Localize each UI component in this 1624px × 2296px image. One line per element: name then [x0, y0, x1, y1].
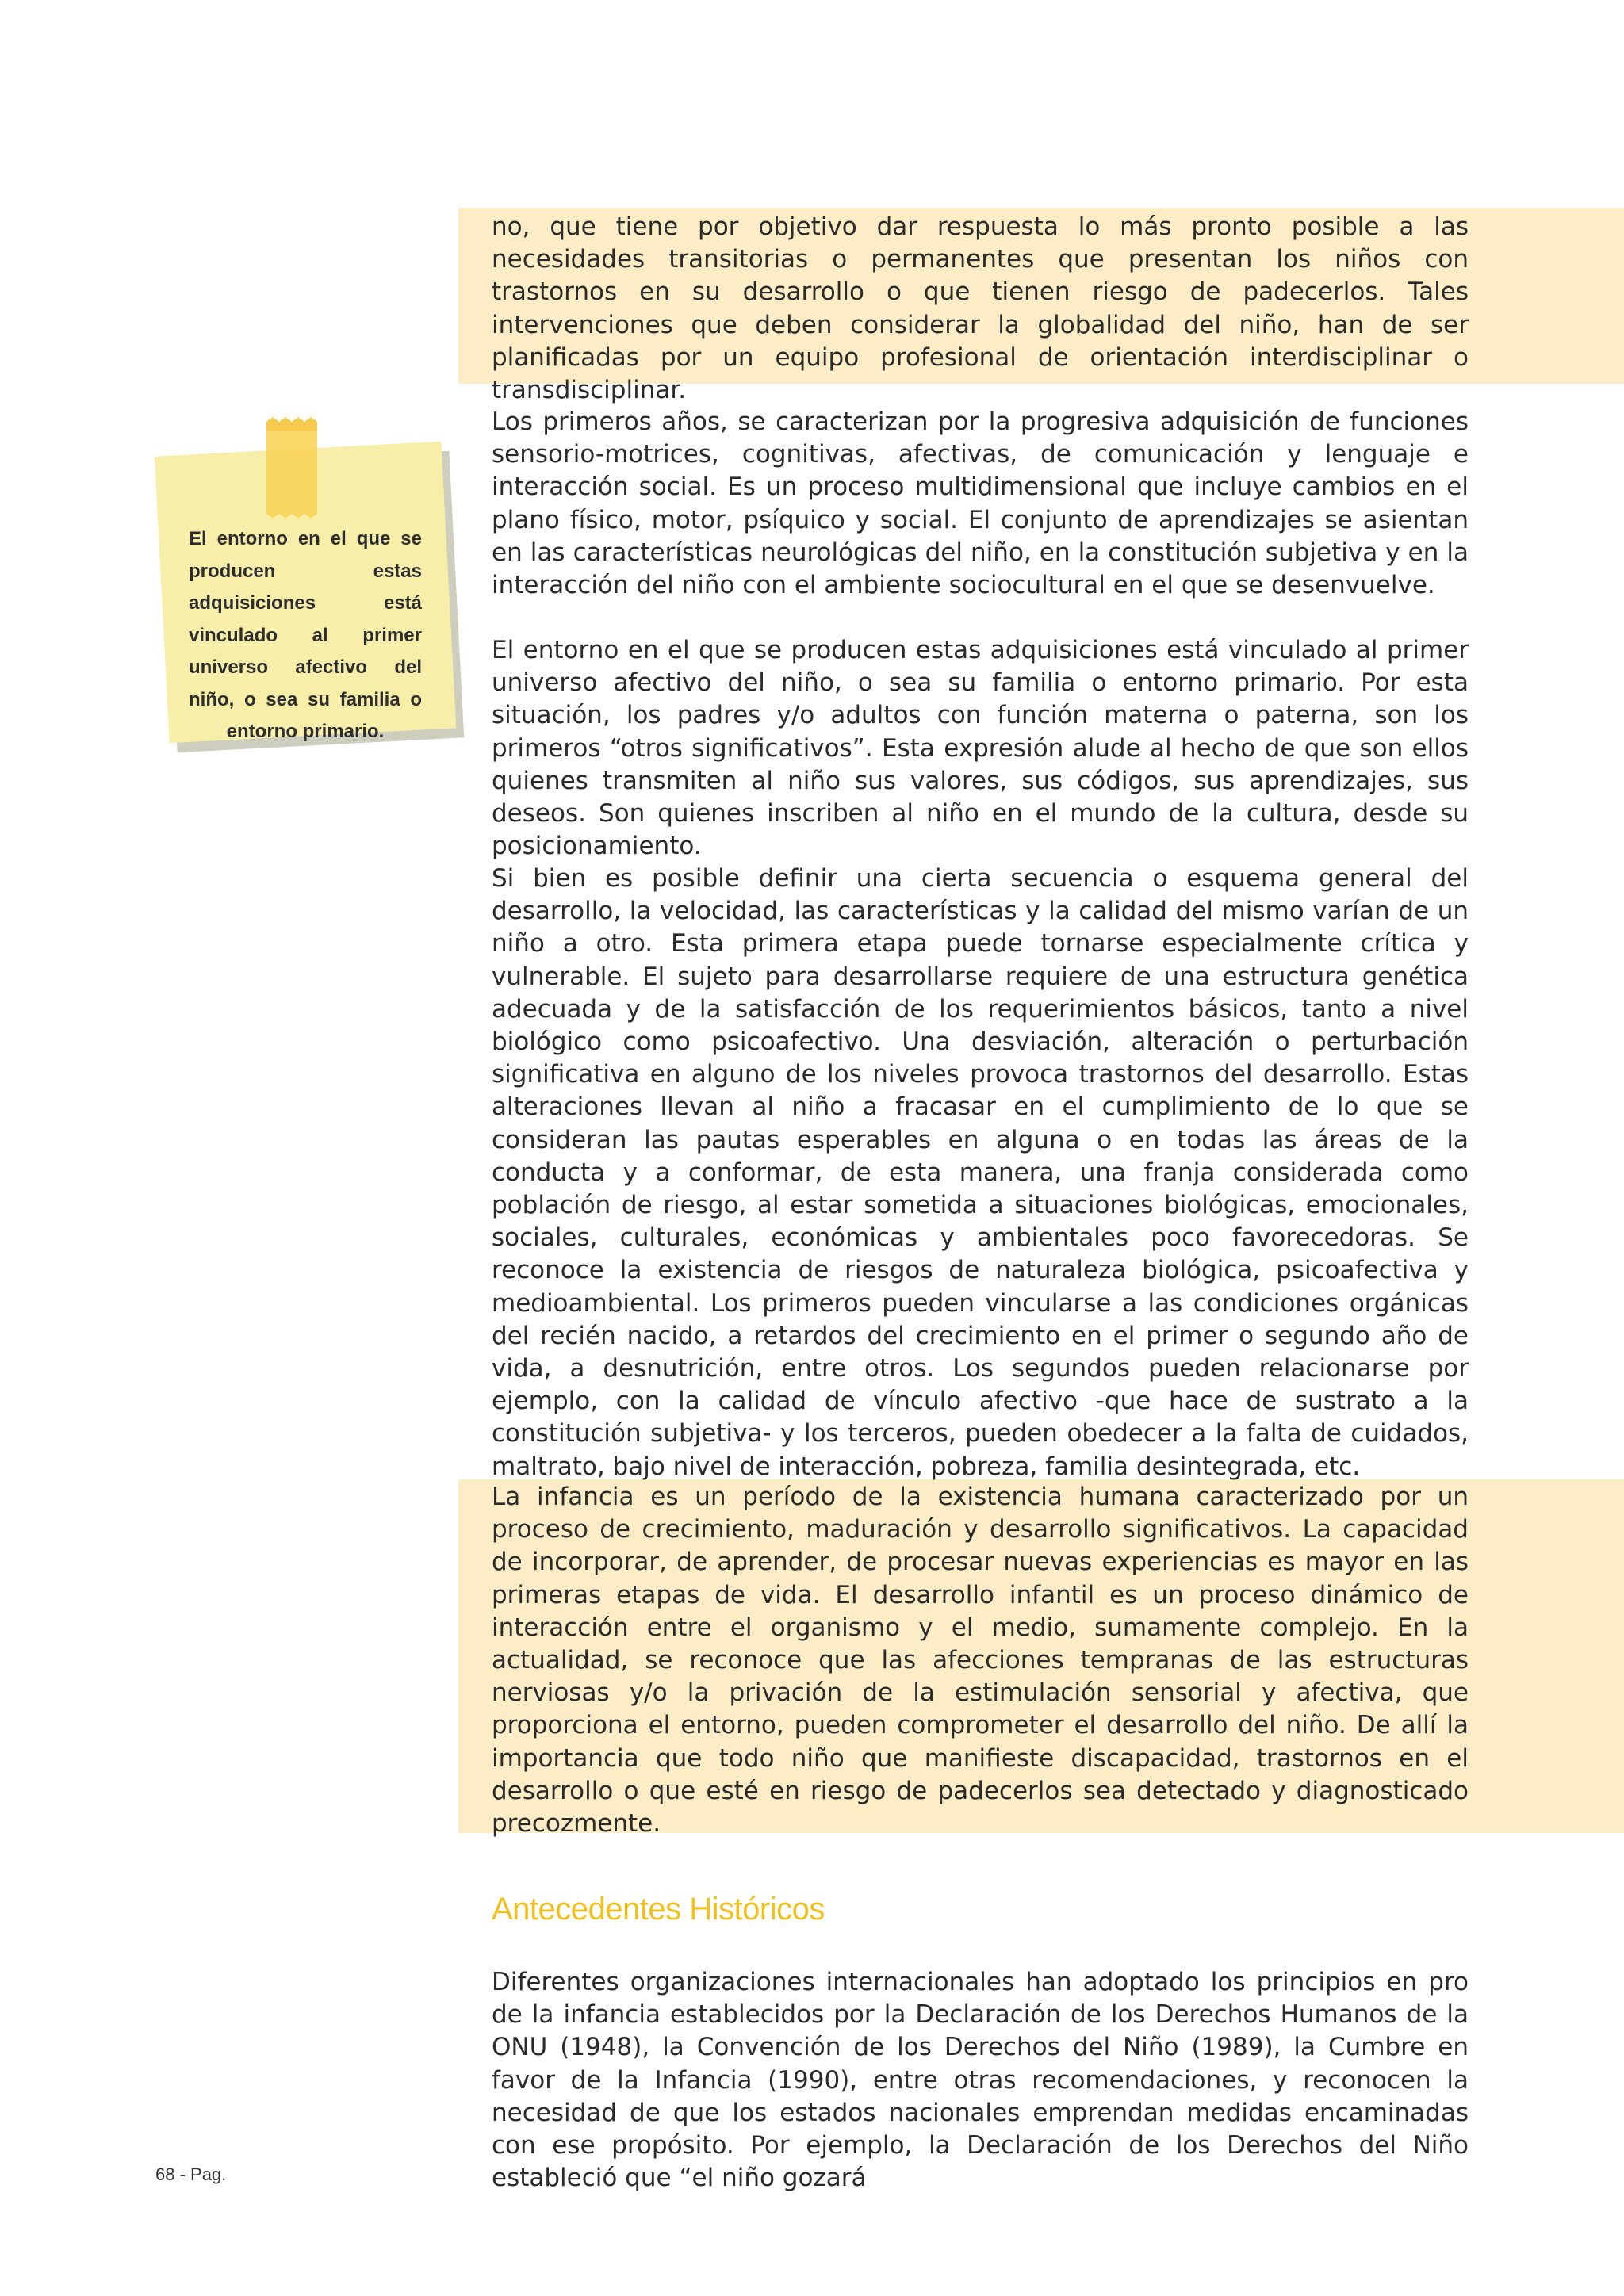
tape-icon — [263, 415, 320, 520]
paragraph-infancia: La infancia es un período de la existencia humana caracterizado por un proceso de crecimiento, maduración y desarrollo significativos. La capacidad de incorporar, de aprender, de procesar nuevas experiencias es mayor en las primeras etapas de vida. El desarrollo infantil es un proceso dinámico de interacción entre el organismo y el medio, sumamente complejo. En la actualidad, se reconoce que las afecciones tempranas de las estructuras nerviosas y/o la privación de la estimulación sensorial y afectiva, que proporciona el entorno, pueden comprometer el desarrollo del niño. De allí la importancia que todo niño que manifieste discapacidad, trastornos en el desarrollo o que esté en riesgo de padecerlos sea detectado y diagnosticado precozmente. — [492, 1483, 1469, 1839]
page-number: 68 - Pag. — [155, 2164, 227, 2184]
sticky-note-text: El entorno en el que se producen estas adquisiciones está vinculado al primer universo afectivo del niño, o sea su familia o entorno primario. — [189, 528, 422, 742]
paragraph-antecedentes: Diferentes organizaciones internacionales han adoptado los principios en pro de la infancia establecidos por la Declaración de los Derechos Humanos de la ONU (1948), la Convención de los Derechos del Niño (1989), la Cumbre en favor de la Infancia (1990), entre otras recomendaciones, y reconocen la necesidad de que los estados nacionales emprendan medidas encaminadas con ese propósito. Por ejemplo, la Declaración de los Derechos del Niño estableció que “el niño gozará — [492, 1968, 1469, 2193]
paragraph-entorno: El entorno en el que se producen estas adquisiciones está vinculado al primer universo afectivo del niño, o sea su familia o entorno primario. Por esta situación, los padres y/o adultos con función materna o paterna, son los primeros “otros significativos”. Esta expresión alude al hecho de que son ellos quienes transmiten al niño sus valores, sus códigos, sus aprendizajes, sus deseos. Son quienes inscriben al niño en el mundo de la cultura, desde su posicionamiento. — [492, 636, 1469, 861]
section-heading: Antecedentes Históricos — [492, 1892, 825, 1927]
paragraph-primeros-anos: Los primeros años, se caracterizan por la progresiva adquisición de funciones sensorio-motrices, cognitivas, afectivas, de comunicación y lenguaje e interacción social. Es un proceso multidimensional que incluye cambios en el plano físico, motor, psíquico y social. El conjunto de aprendizajes se asientan en las características neurológicas del niño, en la constitución subjetiva y en la interacción del niño con el ambiente sociocultural en el que se desenvuelve. — [492, 408, 1469, 600]
paragraph-desarrollo-riesgo: Si bien es posible definir una cierta secuencia o esquema general del desarrollo, la velocidad, las características y la calidad del mismo varían de un niño a otro. Esta primera etapa puede tornarse especialmente crítica y vulnerable. El sujeto para desarrollarse requiere de una estructura genética adecuada y de la satisfacción de los requerimientos básicos, tanto a nivel biológico como psicoafectivo. Una desviación, alteración o perturbación significativa en alguno de los niveles provoca trastornos del desarrollo. Estas alteraciones llevan al niño a fracasar en el cumplimiento de lo que se consideran las pautas esperables en alguna o en todas las áreas de la conducta y a conformar, de esta manera, una franja considerada como población de riesgo, al estar sometida a situaciones biológicas, emocionales, sociales, culturales, económicas y ambientales poco favorecedoras. Se reconoce la existencia de riesgos de naturaleza biológica, psicoafectiva y medioambiental. Los primeros pueden vincularse a las condiciones orgánicas del recién nacido, a retardos del crecimiento en el primer o segundo año de vida, a desnutrición, entre otros. Los segundos pueden relacionarse por ejemplo, con la calidad de vínculo afectivo -que hace de sustrato a la constitución subjetiva- y los terceros, pueden obedecer a la falta de cuidados, maltrato, bajo nivel de interacción, pobreza, familia desintegrada, etc. — [492, 864, 1469, 1481]
paragraph-intro: no, que tiene por objetivo dar respuesta lo más pronto posible a las necesidades transitorias o permanentes que presentan los niños con trastornos en su desarrollo o que tienen riesgo de padecerlos. Tales intervenciones que deben considerar la globalidad del niño, han de ser planificadas por un equipo profesional de orientación interdisciplinar o transdisciplinar. — [492, 212, 1469, 405]
